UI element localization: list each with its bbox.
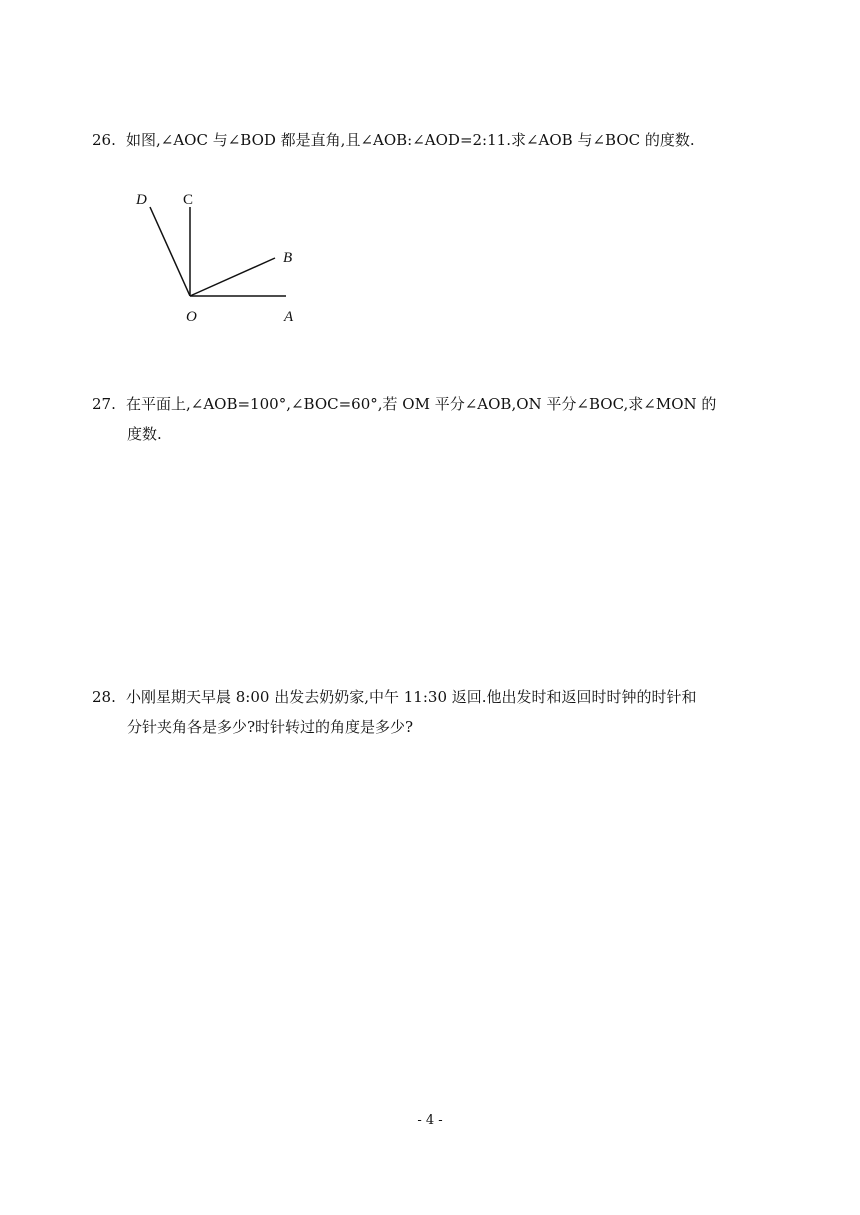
question-text-line2: 分针夹角各是多少?时针转过的角度是多少? bbox=[127, 718, 414, 736]
question-28 bbox=[92, 682, 782, 742]
question-text-line1: 小刚星期天早晨 8:00 出发去奶奶家,中午 11:30 返回.他出发时和返回时时钟的时针和 bbox=[126, 688, 697, 706]
question-text-line1: 在平面上,∠AOB=100°,∠BOC=60°,若 OM 平分∠AOB,ON 平分∠BOC,求∠MON 的 bbox=[126, 395, 717, 413]
label-b: B bbox=[283, 250, 293, 266]
question-text-line2: 度数. bbox=[127, 425, 162, 443]
question-number: 28. bbox=[92, 688, 116, 706]
label-d: D bbox=[136, 192, 147, 208]
label-a: A bbox=[284, 309, 294, 325]
label-o: O bbox=[186, 309, 197, 325]
ray-ob bbox=[190, 258, 275, 296]
question-26 bbox=[92, 125, 782, 155]
question-27 bbox=[92, 389, 782, 449]
question-text: 如图,∠AOC 与∠BOD 都是直角,且∠AOB:∠AOD=2:11.求∠AOB 与∠BOC 的度数. bbox=[126, 131, 695, 149]
page-number: - 4 - bbox=[417, 1113, 443, 1128]
ray-od bbox=[150, 207, 190, 296]
label-c: C bbox=[183, 192, 194, 208]
question-number: 26. bbox=[92, 131, 116, 149]
question-number: 27. bbox=[92, 395, 116, 413]
angle-figure bbox=[125, 180, 315, 330]
